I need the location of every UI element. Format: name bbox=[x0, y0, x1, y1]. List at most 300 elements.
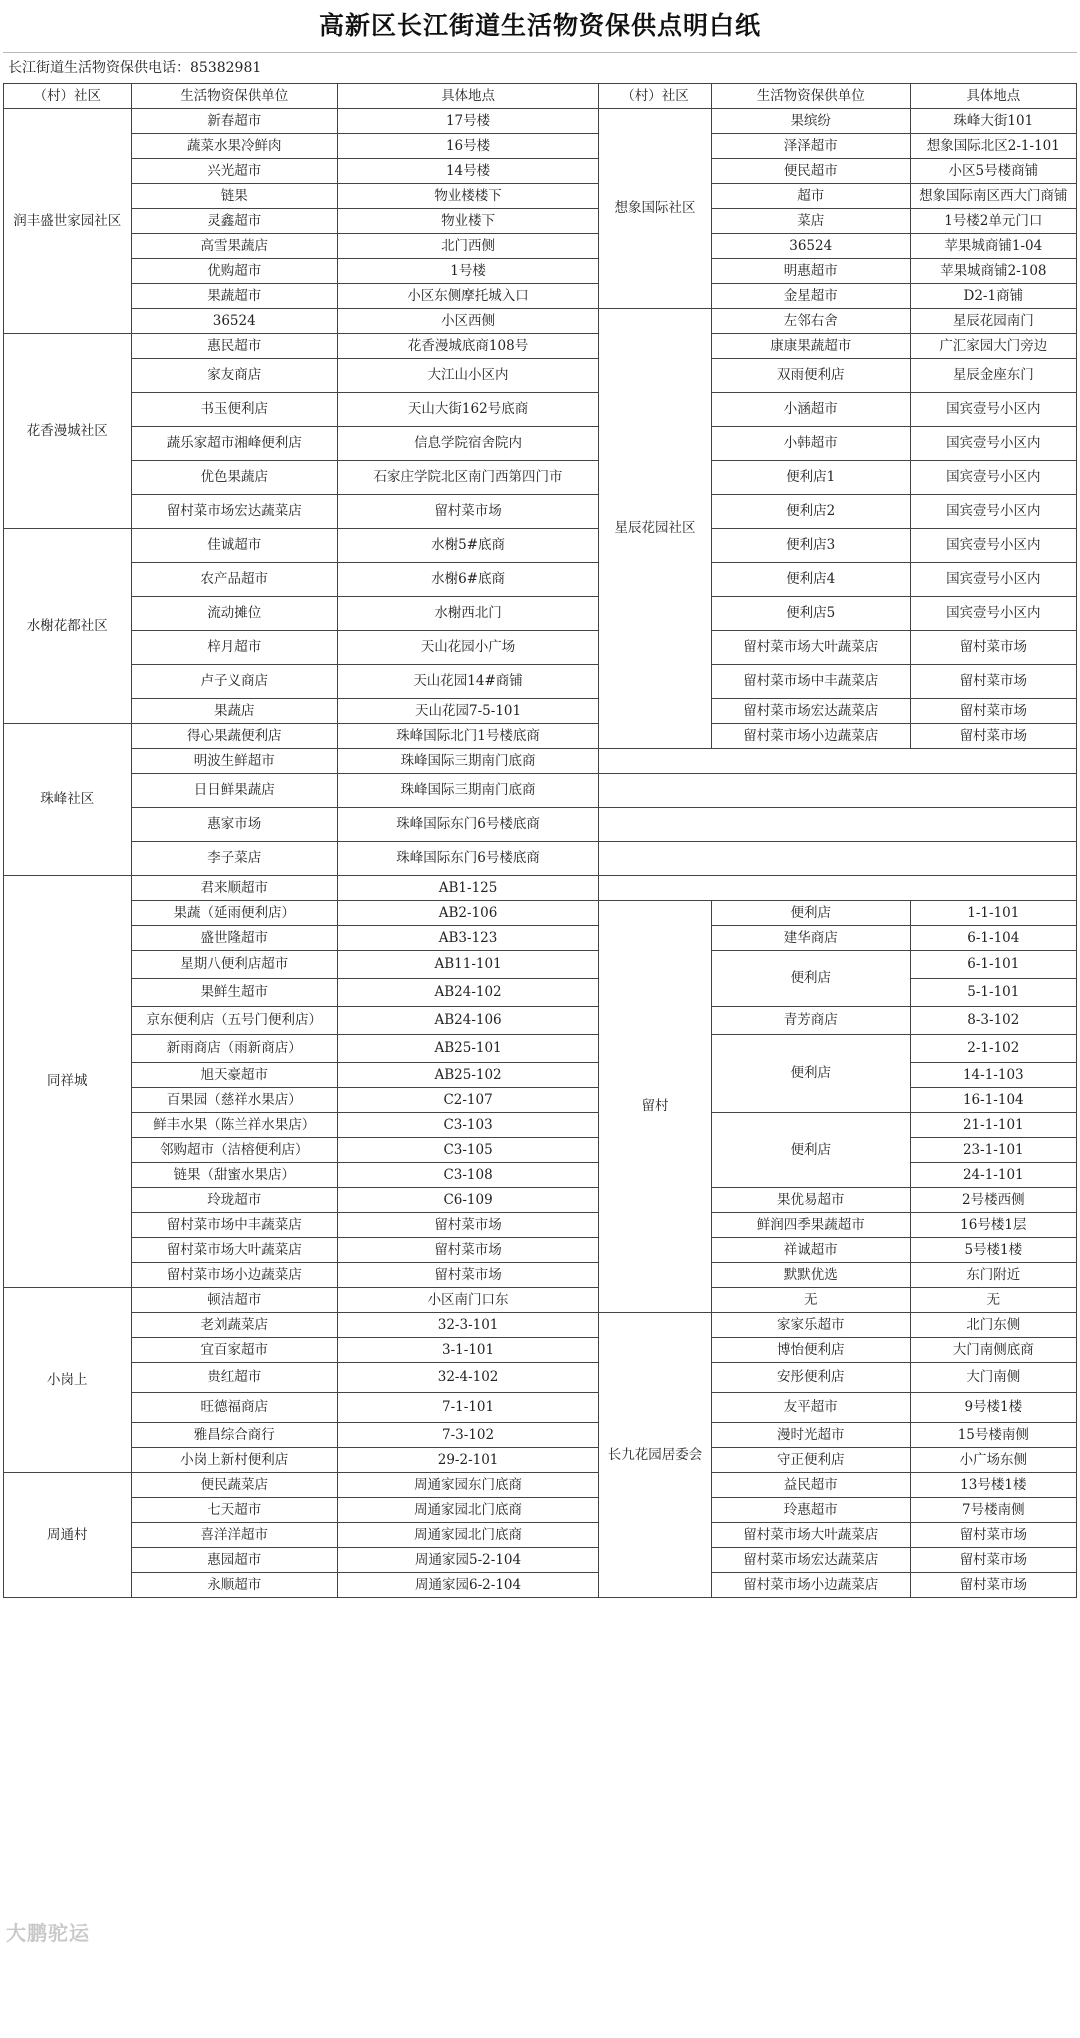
table-row bbox=[4, 1473, 1077, 1498]
unit-cell: 京东便利店（五号门便利店） bbox=[131, 1007, 337, 1035]
location-cell: 留村菜市场 bbox=[910, 724, 1076, 749]
location-cell: AB24-102 bbox=[337, 979, 598, 1007]
table-row bbox=[4, 1623, 1077, 1648]
unit-cell: 兴光超市 bbox=[131, 159, 337, 184]
location-cell: 国宾壹号小区内 bbox=[910, 597, 1076, 631]
location-cell: 国宾壹号小区内 bbox=[910, 495, 1076, 529]
unit-cell: 便利店5 bbox=[711, 597, 910, 631]
unit-cell: 果蔬（延雨便利店） bbox=[131, 901, 337, 926]
unit-cell: 便民蔬菜店 bbox=[131, 1473, 337, 1498]
unit-cell: 佳诚超市 bbox=[131, 529, 337, 563]
location-cell: 天山花园7-5-101 bbox=[337, 699, 598, 724]
blank-cell bbox=[4, 1623, 599, 1648]
table-row bbox=[4, 2013, 1077, 2038]
table-row bbox=[4, 159, 1077, 184]
unit-cell: 玲珑超市 bbox=[131, 1188, 337, 1213]
table-row bbox=[4, 1823, 1077, 1848]
unit-cell: 无 bbox=[711, 1288, 910, 1313]
location-cell: 国宾壹号小区内 bbox=[910, 529, 1076, 563]
location-cell: 小区西侧 bbox=[337, 309, 598, 334]
unit-cell: 便民超市 bbox=[711, 159, 910, 184]
table-row bbox=[4, 842, 1077, 876]
location-cell: 小广场东侧 bbox=[910, 1448, 1076, 1473]
unit-cell: 百果园（慈祥水果店） bbox=[131, 1088, 337, 1113]
location-cell: C3-108 bbox=[337, 1163, 598, 1188]
table-row bbox=[4, 774, 1077, 808]
table-row bbox=[4, 109, 1077, 134]
location-cell: 留村菜市场 bbox=[337, 1213, 598, 1238]
location-cell: 信息学院宿舍院内 bbox=[337, 427, 598, 461]
table-row bbox=[4, 665, 1077, 699]
unit-cell: 惠民超市 bbox=[131, 334, 337, 359]
unit-cell: 留村菜市场大叶蔬菜店 bbox=[711, 631, 910, 665]
unit-cell: 果缤纷 bbox=[711, 109, 910, 134]
location-cell: 3-1-101 bbox=[337, 1338, 598, 1363]
unit-cell: 梓月超市 bbox=[131, 631, 337, 665]
unit-cell: 益民超市 bbox=[711, 1473, 910, 1498]
location-cell: 8-3-102 bbox=[910, 1007, 1076, 1035]
community-cell: 润丰盛世家园社区 bbox=[4, 109, 132, 334]
blank-cell bbox=[4, 1748, 599, 1773]
unit-cell: 菜店 bbox=[711, 209, 910, 234]
table-row bbox=[4, 563, 1077, 597]
unit-cell: 新春超市 bbox=[131, 109, 337, 134]
location-cell: 23-1-101 bbox=[910, 1138, 1076, 1163]
location-cell: 32-4-102 bbox=[337, 1363, 598, 1393]
location-cell: 小区南门口东 bbox=[337, 1288, 598, 1313]
community-cell: 周通村 bbox=[4, 1473, 132, 1598]
header-location: 具体地点 bbox=[337, 84, 598, 109]
location-cell: 物业楼楼下 bbox=[337, 184, 598, 209]
unit-cell: 小岗上新村便利店 bbox=[131, 1448, 337, 1473]
location-cell: 16号楼1层 bbox=[910, 1213, 1076, 1238]
community-cell: 长九花园居委会 bbox=[599, 1313, 712, 1598]
table-row bbox=[4, 1338, 1077, 1363]
unit-cell: 36524 bbox=[711, 234, 910, 259]
location-cell: 石家庄学院北区南门西第四门市 bbox=[337, 461, 598, 495]
location-cell: 国宾壹号小区内 bbox=[910, 461, 1076, 495]
location-cell: 大门南侧底商 bbox=[910, 1338, 1076, 1363]
location-cell: 天山花园小广场 bbox=[337, 631, 598, 665]
location-cell: 小区5号楼商铺 bbox=[910, 159, 1076, 184]
unit-cell: 惠家市场 bbox=[131, 808, 337, 842]
location-cell: C6-109 bbox=[337, 1188, 598, 1213]
table-row bbox=[4, 749, 1077, 774]
table-row bbox=[4, 699, 1077, 724]
unit-cell: 建华商店 bbox=[711, 926, 910, 951]
community-cell: 珠峰社区 bbox=[4, 724, 132, 876]
blank-cell bbox=[4, 1723, 599, 1748]
table-row bbox=[4, 461, 1077, 495]
table-row bbox=[4, 259, 1077, 284]
community-cell: 小岗上 bbox=[4, 1288, 132, 1473]
unit-cell: 顿洁超市 bbox=[131, 1288, 337, 1313]
location-cell: AB24-106 bbox=[337, 1007, 598, 1035]
unit-cell: 留村菜市场中丰蔬菜店 bbox=[131, 1213, 337, 1238]
unit-cell: 链果（甜蜜水果店） bbox=[131, 1163, 337, 1188]
table-row bbox=[4, 1548, 1077, 1573]
title-divider bbox=[3, 52, 1077, 53]
table-row bbox=[4, 1698, 1077, 1723]
watermark-logo: 大鹏驼运 bbox=[6, 1921, 90, 1945]
location-cell: 5-1-101 bbox=[910, 979, 1076, 1007]
table-row bbox=[4, 1448, 1077, 1473]
table-row bbox=[4, 1113, 1077, 1138]
blank-cell bbox=[599, 842, 1077, 876]
unit-cell: 便利店4 bbox=[711, 563, 910, 597]
unit-cell: 星期八便利店超市 bbox=[131, 951, 337, 979]
location-cell: 14号楼 bbox=[337, 159, 598, 184]
unit-cell: 家友商店 bbox=[131, 359, 337, 393]
location-cell: 珠峰国际东门6号楼底商 bbox=[337, 842, 598, 876]
unit-cell: 李子菜店 bbox=[131, 842, 337, 876]
unit-cell: 得心果蔬便利店 bbox=[131, 724, 337, 749]
unit-cell: 高雪果蔬店 bbox=[131, 234, 337, 259]
blank-cell bbox=[4, 1698, 599, 1723]
table-row bbox=[4, 1363, 1077, 1393]
location-cell: 13号楼1楼 bbox=[910, 1473, 1076, 1498]
location-cell: 珠峰大街101 bbox=[910, 109, 1076, 134]
unit-cell: 留村菜市场宏达蔬菜店 bbox=[711, 1548, 910, 1573]
location-cell: 周通家园5-2-104 bbox=[337, 1548, 598, 1573]
location-cell: 留村菜市场 bbox=[910, 631, 1076, 665]
community-cell: 花香漫城社区 bbox=[4, 334, 132, 529]
page-title: 高新区长江街道生活物资保供点明白纸 bbox=[318, 11, 761, 40]
unit-cell: 留村菜市场大叶蔬菜店 bbox=[131, 1238, 337, 1263]
table-row bbox=[4, 209, 1077, 234]
unit-cell: 博怡便利店 bbox=[711, 1338, 910, 1363]
unit-cell: 双雨便利店 bbox=[711, 359, 910, 393]
blank-cell bbox=[4, 1823, 599, 1848]
unit-cell: 安彤便利店 bbox=[711, 1363, 910, 1393]
unit-cell: 邻购超市（洁榕便利店） bbox=[131, 1138, 337, 1163]
unit-cell: 果蔬超市 bbox=[131, 284, 337, 309]
unit-cell: 便利店 bbox=[711, 1035, 910, 1113]
unit-cell: 优购超市 bbox=[131, 259, 337, 284]
location-cell: 1号楼 bbox=[337, 259, 598, 284]
table-row bbox=[4, 1988, 1077, 2013]
unit-cell: 果鲜生超市 bbox=[131, 979, 337, 1007]
location-cell: 珠峰国际三期南门底商 bbox=[337, 774, 598, 808]
table-row bbox=[4, 284, 1077, 309]
table-row bbox=[4, 1723, 1077, 1748]
header-unit: 生活物资保供单位 bbox=[711, 84, 910, 109]
location-cell: 周通家园北门底商 bbox=[337, 1523, 598, 1548]
unit-cell: 盛世隆超市 bbox=[131, 926, 337, 951]
unit-cell: 便利店 bbox=[711, 1113, 910, 1188]
unit-cell: 便利店 bbox=[711, 951, 910, 1007]
table-row bbox=[4, 1238, 1077, 1263]
location-cell: 留村菜市场 bbox=[910, 1523, 1076, 1548]
community-cell: 同祥城 bbox=[4, 876, 132, 1288]
location-cell: 想象国际北区2-1-101 bbox=[910, 134, 1076, 159]
unit-cell: 便利店1 bbox=[711, 461, 910, 495]
table-row bbox=[4, 597, 1077, 631]
location-cell: 珠峰国际北门1号楼底商 bbox=[337, 724, 598, 749]
table-row bbox=[4, 1958, 1077, 1988]
unit-cell: 老刘蔬菜店 bbox=[131, 1313, 337, 1338]
table-row bbox=[4, 1873, 1077, 1898]
location-cell: 15号楼南侧 bbox=[910, 1423, 1076, 1448]
table-row bbox=[4, 1263, 1077, 1288]
table-row bbox=[4, 1138, 1077, 1163]
location-cell: AB3-123 bbox=[337, 926, 598, 951]
unit-cell: 果优易超市 bbox=[711, 1188, 910, 1213]
blank-cell bbox=[4, 1958, 599, 1988]
location-cell: C2-107 bbox=[337, 1088, 598, 1113]
unit-cell: 金星超市 bbox=[711, 284, 910, 309]
table-row bbox=[4, 134, 1077, 159]
table-row bbox=[4, 1423, 1077, 1448]
location-cell: 苹果城商铺2-108 bbox=[910, 259, 1076, 284]
location-cell: 留村菜市场 bbox=[910, 665, 1076, 699]
unit-cell: 农产品超市 bbox=[131, 563, 337, 597]
table-row bbox=[4, 1188, 1077, 1213]
location-cell: AB25-101 bbox=[337, 1035, 598, 1063]
location-cell: 7号楼南侧 bbox=[910, 1498, 1076, 1523]
unit-cell: 便利店3 bbox=[711, 529, 910, 563]
blank-cell bbox=[4, 1873, 599, 1898]
location-cell: 苹果城商铺1-04 bbox=[910, 234, 1076, 259]
location-cell: 天山大街162号底商 bbox=[337, 393, 598, 427]
table-row bbox=[4, 1035, 1077, 1063]
location-cell: 留村菜市场 bbox=[337, 495, 598, 529]
blank-cell bbox=[4, 1928, 599, 1958]
unit-cell: 祥诚超市 bbox=[711, 1238, 910, 1263]
table-row bbox=[4, 901, 1077, 926]
unit-cell: 左邻右舍 bbox=[711, 309, 910, 334]
blank-cell bbox=[4, 1673, 599, 1698]
unit-cell: 青芳商店 bbox=[711, 1007, 910, 1035]
table-row bbox=[4, 1213, 1077, 1238]
location-cell: 天山花园14#商铺 bbox=[337, 665, 598, 699]
table-row bbox=[4, 495, 1077, 529]
table-row bbox=[4, 1648, 1077, 1673]
unit-cell: 留村菜市场小边蔬菜店 bbox=[131, 1263, 337, 1288]
unit-cell: 漫时光超市 bbox=[711, 1423, 910, 1448]
blank-cell bbox=[599, 808, 1077, 842]
location-cell: 7-1-101 bbox=[337, 1393, 598, 1423]
location-cell: 留村菜市场 bbox=[910, 1548, 1076, 1573]
location-cell: 5号楼1楼 bbox=[910, 1238, 1076, 1263]
blank-cell bbox=[599, 774, 1077, 808]
unit-cell: 蔬菜水果冷鲜肉 bbox=[131, 134, 337, 159]
unit-cell: 雅昌综合商行 bbox=[131, 1423, 337, 1448]
location-cell: 16-1-104 bbox=[910, 1088, 1076, 1113]
location-cell: 7-3-102 bbox=[337, 1423, 598, 1448]
supply-points-body bbox=[4, 84, 1077, 2038]
unit-cell: 默默优选 bbox=[711, 1263, 910, 1288]
table-row bbox=[4, 393, 1077, 427]
unit-cell: 惠园超市 bbox=[131, 1548, 337, 1573]
table-row bbox=[4, 1928, 1077, 1958]
blank-cell bbox=[4, 1598, 599, 1623]
location-cell: 周通家园东门底商 bbox=[337, 1473, 598, 1498]
location-cell: 花香漫城底商108号 bbox=[337, 334, 598, 359]
location-cell: 2号楼西侧 bbox=[910, 1188, 1076, 1213]
location-cell: 水榭5#底商 bbox=[337, 529, 598, 563]
blank-cell bbox=[4, 1798, 599, 1823]
table-row bbox=[4, 808, 1077, 842]
header-community: （村）社区 bbox=[599, 84, 712, 109]
unit-cell: 小涵超市 bbox=[711, 393, 910, 427]
table-row bbox=[4, 234, 1077, 259]
unit-cell: 友平超市 bbox=[711, 1393, 910, 1423]
blank-cell bbox=[599, 749, 1077, 774]
location-cell: 星辰花园南门 bbox=[910, 309, 1076, 334]
unit-cell: 贵红超市 bbox=[131, 1363, 337, 1393]
location-cell: 珠峰国际东门6号楼底商 bbox=[337, 808, 598, 842]
location-cell: 14-1-103 bbox=[910, 1063, 1076, 1088]
table-row bbox=[4, 309, 1077, 334]
unit-cell: 优色果蔬店 bbox=[131, 461, 337, 495]
location-cell: 24-1-101 bbox=[910, 1163, 1076, 1188]
table-row bbox=[4, 1088, 1077, 1113]
community-cell: 想象国际社区 bbox=[599, 109, 712, 309]
location-cell: 21-1-101 bbox=[910, 1113, 1076, 1138]
unit-cell: 守正便利店 bbox=[711, 1448, 910, 1473]
unit-cell: 日日鲜果蔬店 bbox=[131, 774, 337, 808]
location-cell: 星辰金座东门 bbox=[910, 359, 1076, 393]
unit-cell: 留村菜市场中丰蔬菜店 bbox=[711, 665, 910, 699]
unit-cell: 36524 bbox=[131, 309, 337, 334]
table-row bbox=[4, 724, 1077, 749]
unit-cell: 鲜润四季果蔬超市 bbox=[711, 1213, 910, 1238]
header-unit: 生活物资保供单位 bbox=[131, 84, 337, 109]
table-row bbox=[4, 1573, 1077, 1598]
header-location: 具体地点 bbox=[910, 84, 1076, 109]
table-row bbox=[4, 979, 1077, 1007]
unit-cell: 七天超市 bbox=[131, 1498, 337, 1523]
unit-cell: 明波生鲜超市 bbox=[131, 749, 337, 774]
table-row bbox=[4, 529, 1077, 563]
location-cell: D2-1商铺 bbox=[910, 284, 1076, 309]
table-row bbox=[4, 1898, 1077, 1928]
unit-cell: 新雨商店（雨新商店） bbox=[131, 1035, 337, 1063]
table-row bbox=[4, 1288, 1077, 1313]
unit-cell: 康康果蔬超市 bbox=[711, 334, 910, 359]
blank-cell bbox=[4, 2013, 599, 2038]
unit-cell: 灵鑫超市 bbox=[131, 209, 337, 234]
location-cell: 水榭西北门 bbox=[337, 597, 598, 631]
table-row bbox=[4, 1313, 1077, 1338]
table-row bbox=[4, 184, 1077, 209]
table-row bbox=[4, 1798, 1077, 1823]
location-cell: 1号楼2单元门口 bbox=[910, 209, 1076, 234]
blank-cell bbox=[4, 1898, 599, 1928]
unit-cell: 流动摊位 bbox=[131, 597, 337, 631]
unit-cell: 留村菜市场大叶蔬菜店 bbox=[711, 1523, 910, 1548]
location-cell: 留村菜市场 bbox=[910, 699, 1076, 724]
table-row bbox=[4, 1673, 1077, 1698]
hotline-text: 长江街道生活物资保供电话：85382981 bbox=[8, 60, 262, 76]
table-row bbox=[4, 926, 1077, 951]
location-cell: AB2-106 bbox=[337, 901, 598, 926]
location-cell: C3-103 bbox=[337, 1113, 598, 1138]
blank-cell bbox=[4, 1773, 599, 1798]
table-row bbox=[4, 1498, 1077, 1523]
location-cell: 9号楼1楼 bbox=[910, 1393, 1076, 1423]
unit-cell: 超市 bbox=[711, 184, 910, 209]
unit-cell: 旭天豪超市 bbox=[131, 1063, 337, 1088]
table-row bbox=[4, 951, 1077, 979]
blank-cell bbox=[4, 1988, 599, 2013]
table-row bbox=[4, 359, 1077, 393]
unit-cell: 鲜丰水果（陈兰祥水果店） bbox=[131, 1113, 337, 1138]
location-cell: C3-105 bbox=[337, 1138, 598, 1163]
unit-cell: 喜洋洋超市 bbox=[131, 1523, 337, 1548]
unit-cell: 明惠超市 bbox=[711, 259, 910, 284]
unit-cell: 宜百家超市 bbox=[131, 1338, 337, 1363]
table-row bbox=[4, 1848, 1077, 1873]
community-cell: 星辰花园社区 bbox=[599, 309, 712, 749]
unit-cell: 留村菜市场宏达蔬菜店 bbox=[711, 699, 910, 724]
blank-cell bbox=[4, 1848, 599, 1873]
location-cell: 国宾壹号小区内 bbox=[910, 427, 1076, 461]
unit-cell: 链果 bbox=[131, 184, 337, 209]
table-row bbox=[4, 1748, 1077, 1773]
location-cell: 周通家园6-2-104 bbox=[337, 1573, 598, 1598]
location-cell: 东门附近 bbox=[910, 1263, 1076, 1288]
unit-cell: 蔬乐家超市湘峰便利店 bbox=[131, 427, 337, 461]
unit-cell: 便利店2 bbox=[711, 495, 910, 529]
unit-cell: 便利店 bbox=[711, 901, 910, 926]
table-row bbox=[4, 1393, 1077, 1423]
location-cell: 29-2-101 bbox=[337, 1448, 598, 1473]
location-cell: 1-1-101 bbox=[910, 901, 1076, 926]
location-cell: 6-1-101 bbox=[910, 951, 1076, 979]
location-cell: 16号楼 bbox=[337, 134, 598, 159]
location-cell: 广汇家园大门旁边 bbox=[910, 334, 1076, 359]
table-row bbox=[4, 1007, 1077, 1035]
location-cell: 留村菜市场 bbox=[337, 1263, 598, 1288]
table-row bbox=[4, 1163, 1077, 1188]
header-community: （村）社区 bbox=[4, 84, 132, 109]
location-cell: 想象国际南区西大门商铺 bbox=[910, 184, 1076, 209]
location-cell: 小区东侧摩托城入口 bbox=[337, 284, 598, 309]
unit-cell: 家家乐超市 bbox=[711, 1313, 910, 1338]
table-row bbox=[4, 631, 1077, 665]
unit-cell: 君来顺超市 bbox=[131, 876, 337, 901]
table-row bbox=[4, 1523, 1077, 1548]
location-cell: 大门南侧 bbox=[910, 1363, 1076, 1393]
location-cell: AB1-125 bbox=[337, 876, 598, 901]
table-row bbox=[4, 334, 1077, 359]
blank-cell bbox=[4, 1648, 599, 1673]
unit-cell: 小韩超市 bbox=[711, 427, 910, 461]
unit-cell: 留村菜市场小边蔬菜店 bbox=[711, 724, 910, 749]
location-cell: 32-3-101 bbox=[337, 1313, 598, 1338]
unit-cell: 留村菜市场小边蔬菜店 bbox=[711, 1573, 910, 1598]
location-cell: 水榭6#底商 bbox=[337, 563, 598, 597]
location-cell: 6-1-104 bbox=[910, 926, 1076, 951]
location-cell: 2-1-102 bbox=[910, 1035, 1076, 1063]
unit-cell: 书玉便利店 bbox=[131, 393, 337, 427]
location-cell: 北门东侧 bbox=[910, 1313, 1076, 1338]
location-cell: AB11-101 bbox=[337, 951, 598, 979]
location-cell: 国宾壹号小区内 bbox=[910, 393, 1076, 427]
unit-cell: 留村菜市场宏达蔬菜店 bbox=[131, 495, 337, 529]
table-row bbox=[4, 1063, 1077, 1088]
table-header-row bbox=[4, 84, 1077, 109]
location-cell: 留村菜市场 bbox=[910, 1573, 1076, 1598]
table-row bbox=[4, 427, 1077, 461]
location-cell: AB25-102 bbox=[337, 1063, 598, 1088]
location-cell: 珠峰国际三期南门底商 bbox=[337, 749, 598, 774]
location-cell: 留村菜市场 bbox=[337, 1238, 598, 1263]
supply-points-table bbox=[3, 83, 1077, 2038]
location-cell: 17号楼 bbox=[337, 109, 598, 134]
